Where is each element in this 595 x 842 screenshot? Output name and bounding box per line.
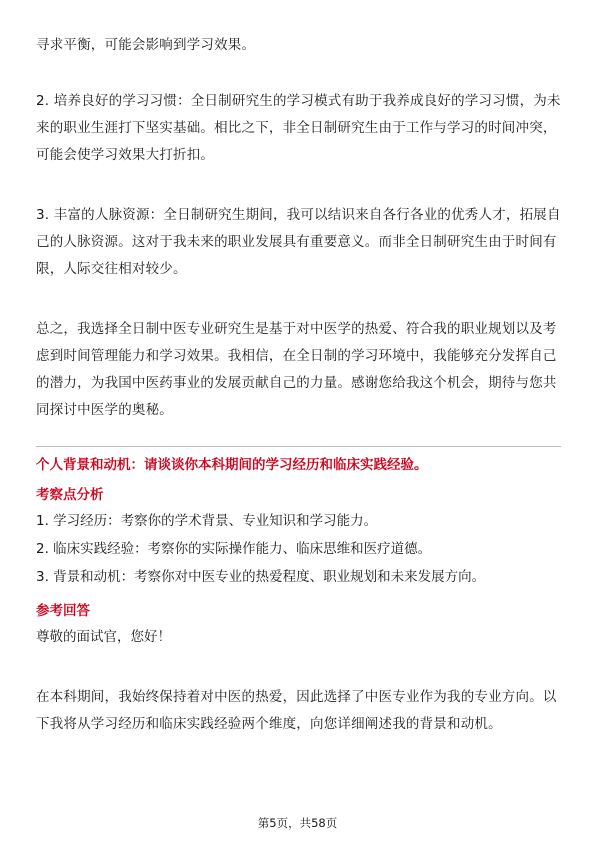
analysis-item: 1. 学习经历：考察你的学术背景、专业知识和学习能力。 — [36, 513, 378, 529]
page-number-footer: 第5页，共58页 — [257, 816, 338, 830]
answer-heading: 参考回答 — [36, 603, 90, 619]
paragraph-point-2: 2. 培养良好的学习习惯：全日制研究生的学习模式有助于我养成良好的学习习惯，为未来的职业生涯打下坚实基础。相比之下，非全日制研究生由于工作与学习的时间冲突，可能会使学习效果大打折扣。 — [36, 93, 561, 163]
paragraph-intro-tail: 寻求平衡，可能会影响到学习效果。 — [36, 37, 256, 53]
analysis-item: 2. 临床实践经验：考察你的实际操作能力、临床思维和医疗道德。 — [36, 541, 432, 557]
analysis-item: 3. 背景和动机：考察你对中医专业的热爱程度、职业规划和未来发展方向。 — [36, 569, 486, 585]
analysis-heading: 考察点分析 — [36, 487, 104, 503]
answer-greeting: 尊敬的面试官，您好！ — [36, 629, 171, 645]
paragraph-summary: 总之，我选择全日制中医专业研究生是基于对中医学的热爱、符合我的职业规划以及考虑到时间管理能力和学习效果。我相信，在全日制的学习环境中，我能够充分发挥自己的潜力，为我国中医药事业的发展贡献自己的力量。感谢您给我这个机会，期待与您共同探讨中医学的奥秘。 — [36, 321, 557, 418]
paragraph-point-3: 3. 丰富的人脉资源：全日制研究生期间，我可以结识来自各行各业的优秀人才，拓展自己的人脉资源。这对于我未来的职业发展具有重要意义。而非全日制研究生由于时间有限，人际交往相对较少。 — [36, 207, 561, 277]
question-title: 个人背景和动机：请谈谈你本科期间的学习经历和临床实践经验。 — [36, 457, 428, 473]
answer-paragraph: 在本科期间，我始终保持着对中医的热爱，因此选择了中医专业作为我的专业方向。以下我将从学习经历和临床实践经验两个维度，向您详细阐述我的背景和动机。 — [36, 689, 557, 732]
section-divider — [36, 446, 561, 447]
